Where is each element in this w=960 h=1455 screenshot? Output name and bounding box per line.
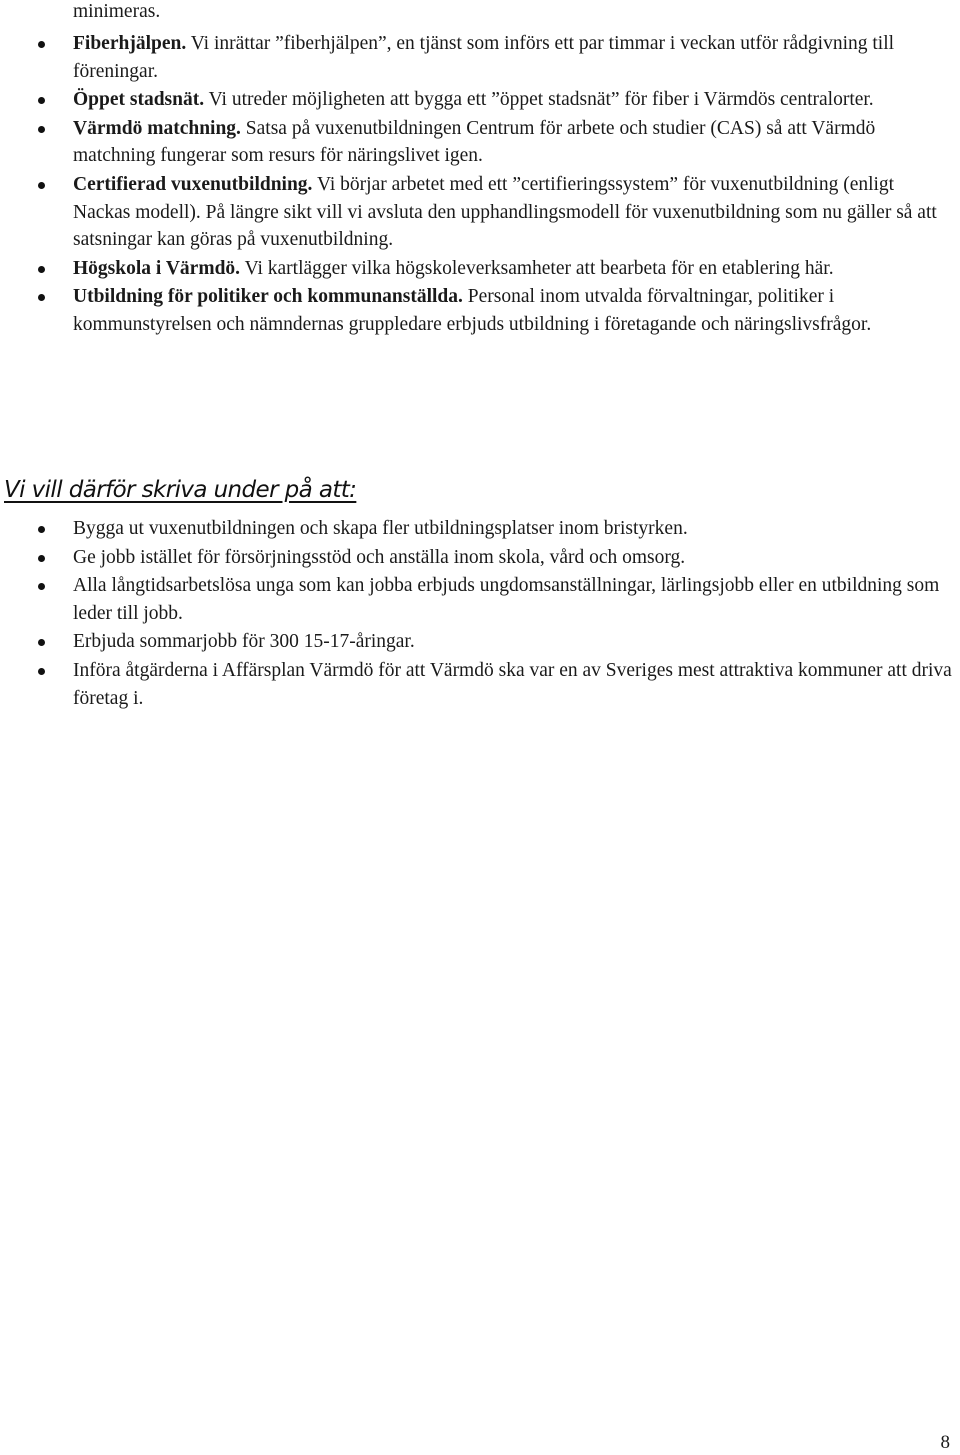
item-title: Högskola i Värmdö. bbox=[73, 257, 241, 279]
list-item bbox=[0, 515, 953, 543]
item-title: Fiberhjälpen. bbox=[73, 33, 187, 54]
item-text: Vi utreder möjligheten att bygga ett ”öppet stadsnät” för fiber i Värmdös centralorter. bbox=[204, 89, 874, 111]
item-text: Satsa på vuxenutbildningen Centrum för arbete och studier (CAS) så att Värmdö matchning fungerar som resurs för näringslivet igen. bbox=[73, 117, 876, 167]
item-title: Öppet stadsnät. bbox=[73, 89, 205, 111]
pledge-list bbox=[0, 515, 953, 713]
item-title: Utbildning för politiker och kommunanställda. bbox=[73, 286, 463, 308]
item-text: Vi kartlägger vilka högskoleverksamheter att bearbeta för en etablering här. bbox=[240, 257, 834, 279]
page-number: 8 bbox=[940, 1432, 950, 1453]
list-item bbox=[0, 657, 953, 712]
bullet-icon bbox=[38, 583, 45, 590]
item-text: Erbjuda sommarjobb för 300 15-17-åringar. bbox=[73, 631, 415, 653]
bullet-icon bbox=[38, 266, 45, 273]
item-text: Ge jobb istället för försörjningsstöd och anställa inom skola, vård och omsorg. bbox=[73, 546, 686, 568]
measures-list bbox=[0, 30, 953, 340]
bullet-icon bbox=[38, 639, 45, 646]
item-text: Vi inrättar ”fiberhjälpen”, en tjänst som införs ett par timmar i veckan utför rådgivning till föreningar. bbox=[73, 33, 895, 82]
list-item bbox=[0, 86, 953, 114]
bullet-icon bbox=[38, 41, 45, 48]
bullet-icon bbox=[38, 126, 45, 133]
bullet-icon bbox=[38, 526, 45, 533]
list-item bbox=[0, 544, 953, 572]
list-item bbox=[0, 115, 953, 170]
bullet-icon bbox=[38, 182, 45, 189]
list-item bbox=[0, 255, 953, 283]
item-text: Vi börjar arbetet med ett ”certifieringssystem” för vuxenutbildning (enligt Nackas modell). På längre sikt vill vi avsluta den upphandlingsmodell för vuxenutbildning som nu gäller så att satsningar kan göras på vuxenutbildning. bbox=[73, 173, 937, 251]
bullet-icon bbox=[38, 668, 45, 675]
item-text: Personal inom utvalda förvaltningar, politiker i kommunstyrelsen och nämndernas gruppledare erbjuds utbildning i företagande och näringslivsfrågor. bbox=[73, 286, 872, 335]
item-text: Införa åtgärderna i Affärsplan Värmdö för att Värmdö ska var en av Sveriges mest attraktiva kommuner att driva företag i. bbox=[73, 659, 952, 709]
list-item bbox=[0, 628, 953, 656]
section-heading: Vi vill därför skriva under på att: bbox=[4, 477, 357, 503]
list-item bbox=[0, 171, 953, 254]
item-text: Bygga ut vuxenutbildningen och skapa fler utbildningsplatser inom bristyrken. bbox=[73, 518, 688, 539]
list-item bbox=[0, 30, 953, 85]
item-title: Värmdö matchning. bbox=[73, 117, 241, 139]
bullet-icon bbox=[38, 97, 45, 104]
bullet-icon bbox=[38, 555, 45, 562]
intro-fragment: minimeras. bbox=[73, 1, 161, 22]
bullet-icon bbox=[38, 294, 45, 301]
item-text: Alla långtidsarbetslösa unga som kan jobba erbjuds ungdomsanställningar, lärlingsjobb eller en utbildning som leder till jobb. bbox=[73, 575, 940, 624]
list-item bbox=[0, 572, 953, 627]
item-title: Certifierad vuxenutbildning. bbox=[73, 173, 313, 195]
list-item bbox=[0, 283, 953, 338]
